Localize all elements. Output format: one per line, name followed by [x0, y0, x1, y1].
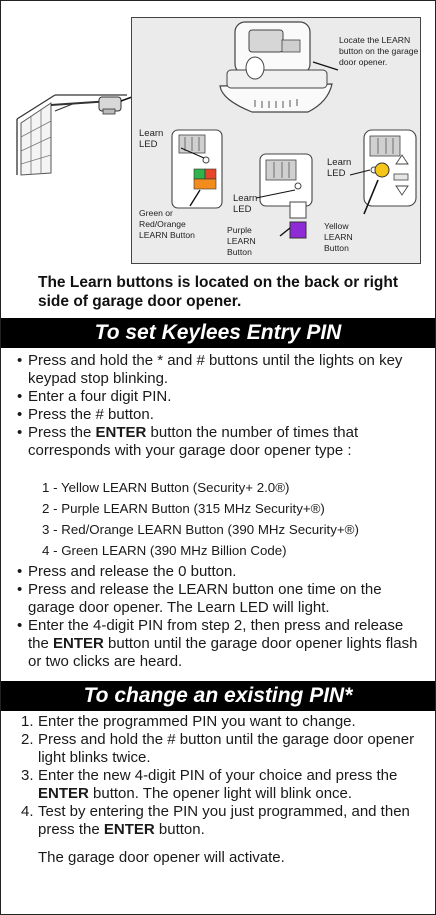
keyless-steps-b — [17, 563, 427, 671]
locate-label: Locate the LEARN button on the garage door opener. — [339, 35, 419, 67]
purple-learn-button — [290, 222, 306, 238]
learn-led-label-right: Learn LED — [327, 157, 352, 179]
list-item: 4. Test by entering the PIN you just programmed, and then press the ENTER button. — [21, 803, 410, 838]
keyless-steps-a — [17, 352, 427, 460]
green-learn-button — [194, 169, 205, 179]
green-orange-label: Green or Red/Orange LEARN Button — [139, 208, 195, 240]
illustration-section — [1, 1, 435, 310]
list-item: 2. Press and hold the # button until the garage door opener light blinks twice. — [21, 731, 415, 766]
orange-learn-button — [194, 179, 216, 189]
learn-button-diagram — [131, 17, 421, 264]
section-title-keyless: To set Keylees Entry PIN — [1, 318, 435, 348]
list-item: • Press and hold the * and # buttons until the lights on key keypad stop blinking. — [17, 352, 403, 387]
section-title-change-pin: To change an existing PIN* — [1, 681, 435, 711]
learn-led-label-middle: Learn LED — [233, 193, 258, 215]
list-item: 4 - Green LEARN (390 MHz Billion Code) — [42, 543, 287, 558]
list-item: 3. Enter the new 4-digit PIN of your choice and press the ENTER button. The opener light will blink once. — [21, 767, 398, 802]
list-item: • Press and release the 0 button. — [17, 563, 237, 580]
list-item: • Enter a four digit PIN. — [17, 388, 172, 405]
red-learn-button — [205, 169, 216, 179]
final-note: The garage door opener will activate. — [38, 849, 285, 866]
yellow-learn-button — [375, 163, 389, 177]
yellow-label: Yellow LEARN Button — [324, 221, 353, 253]
garage-icon — [15, 87, 133, 177]
list-item: 2 - Purple LEARN Button (315 MHz Security+®) — [42, 501, 325, 516]
list-item: • Press the ENTER button the number of times that corresponds with your garage door opener type : — [17, 424, 359, 459]
list-item: • Enter the 4-digit PIN from step 2, then press and release the ENTER button until the garage door opener lights flash or two clicks are heard. — [17, 617, 418, 670]
opener-types-list — [42, 477, 359, 561]
purple-label: Purple LEARN Button — [227, 225, 256, 257]
list-item: • Press the # button. — [17, 406, 154, 423]
list-item: 3 - Red/Orange LEARN Button (390 MHz Security+®) — [42, 522, 359, 537]
learn-led-label-left: Learn LED — [139, 128, 164, 150]
caption: The Learn buttons is located on the back or right side of garage door opener. — [38, 274, 398, 310]
list-item: 1 - Yellow LEARN Button (Security+ 2.0®) — [42, 480, 290, 495]
list-item: 1. Enter the programmed PIN you want to change. — [21, 713, 356, 730]
change-pin-steps — [21, 713, 427, 839]
list-item: • Press and release the LEARN button one time on the garage door opener. The Learn LED will light. — [17, 581, 382, 616]
